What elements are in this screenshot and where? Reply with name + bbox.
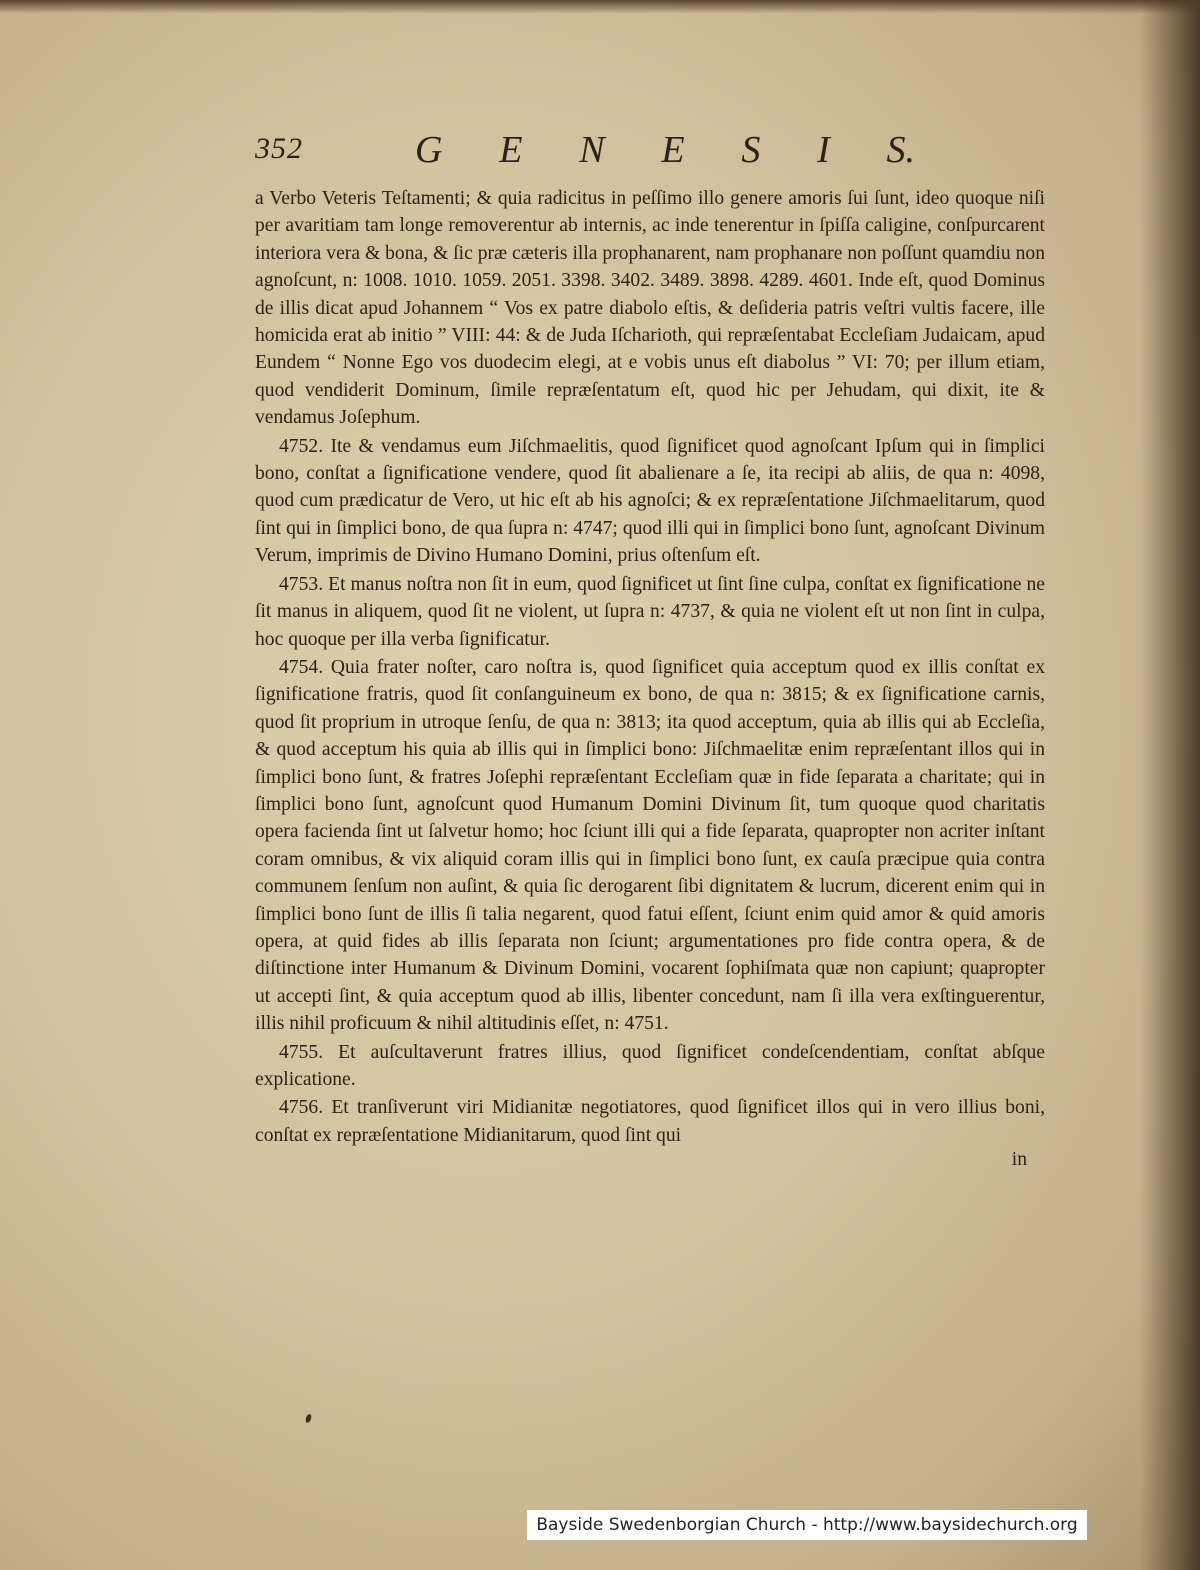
running-title-letter: E [499, 129, 523, 171]
page-header [255, 128, 1045, 188]
running-title-letter: I [817, 129, 830, 171]
running-title [415, 128, 915, 172]
paragraph-4753: 4753. Et manus noſtra non ſit in eum, quod ſignificet ut ſint ſine culpa, conſtat ex ſignificatione ne ſit manus in aliquem, quod ſit ne violent, ut ſupra n: 4737, & quia ne violent eſt ut non ſint in culpa, hoc quoque per illa verba ſignificatur. [255, 573, 1045, 650]
book-gutter-shadow [1140, 0, 1200, 1570]
catchword: in [1011, 1149, 1027, 1171]
paragraph-4752: 4752. Ite & vendamus eum Jiſchmaelitis, quod ſignificet quod agnoſcant Ipſum qui in ſimplici bono, conſtat a ſignificatione vendere, quod ſit abalienare a ſe, ita recipi ab aliis, de qua n: 4098, quod cum prædicatur de Vero, ut hic eſt ab his agnoſci; & ex repræſentatione Jiſchmaelitarum, quod ſint qui in ſimplici bono, de qua ſupra n: 4747; quod illi qui in ſimplici bono ſunt, agnoſcant Divinum Verum, imprimis de Divino Humano Domini, prius oſtenſum eſt. [255, 435, 1045, 567]
body-text [255, 185, 1045, 1149]
continued-paragraph: a Verbo Veteris Teſtamenti; & quia radicitus in peſſimo illo genere amoris ſui ſunt, ideo quoque niſi per avaritiam tam longe removerentur ab internis, ac inde tenerentur in ſpiſſa caligine, conſpurcarent interiora vera & bona, & ſic præ cæteris illa prophanarent, nam prophanare non poſſunt quamdiu non agnoſcunt, n: 1008. 1010. 1059. 2051. 3398. 3402. 3489. 3898. 4289. 4601. Inde eſt, quod Dominus de illis dicat apud Johannem “ Vos ex patre diabolo eſtis, & deſideria patris veſtri vultis facere, ille homicida erat ab initio ” VIII: 44: & de Juda Iſcharioth, qui repræſentabat Eccleſiam Judaicam, apud Eundem “ Nonne Ego vos duodecim elegi, at e vobis unus eſt diabolus ” VI: 70; per illum etiam, quod vendiderit Dominum, ſimile repræſentatum eſt, quod hic per Jehudam, qui dixit, ite & vendamus Joſephum. [255, 188, 1045, 429]
page-top-edge [0, 0, 1200, 14]
running-title-letter: S [741, 129, 761, 171]
paragraph-4754: 4754. Quia frater noſter, caro noſtra is, quod ſignificet quia acceptum quod ex illis conſtat ex ſignificatione fratris, quod ſit conſanguineum ex bono, de qua n: 3815; & ex ſignificatione carnis, quod ſit proprium in utroque ſenſu, de qua n: 3813; ita quod acceptum, quia ab illis qui ab Eccleſia, & quod acceptum his quia ab illis qui in ſimplici bono: Jiſchmaelitæ enim repræſentant illos qui in ſimplici bono ſunt, & fratres Joſephi repræſentant Eccleſiam quæ in fide ſeparata a charitate; qui in ſimplici bono ſunt, agnoſcunt quod Humanum Domini Divinum ſit, tum quoque quod charitatis opera facienda ſint ut ſalvetur homo; hoc ſciunt illi qui a fide ſeparata, quapropter non acriter inſtant coram omnibus, & vix aliquid coram illis qui in ſimplici bono ſunt, ex cauſa præcipue quia contra communem ſenſum non auſint, & quia ſic derogarent ſibi dignitatem & lucrum, dicerent enim qui in ſimplici bono ſunt de illis ſi talia negarent, quod fatui eſſent, ſciunt enim quid amor & quid amoris opera, at quid fides ab illis ſeparata non ſciunt; argumentationes pro fide contra opera, & de diſtinctione inter Humanum & Divinum Domini, vocarent ſophiſmata quæ non capiunt; quapropter ut accepti ſint, & quia acceptum quod ab illis, libenter concedunt, nam ſi illa vera exſtinguerentur, illis nihil proficuum & nihil altitudinis eſſet, n: 4751. [255, 656, 1045, 1035]
footer-credit-banner: Bayside Swedenborgian Church - http://www.baysidechurch.org [527, 1510, 1087, 1540]
book-page [255, 128, 1045, 1171]
running-title-letter: E [661, 129, 685, 171]
paragraph-4755: 4755. Et auſcultaverunt fratres illius, quod ſignificet condeſcendentiam, conſtat abſque explicatione. [255, 1041, 1045, 1090]
running-title-letter: N [579, 129, 605, 171]
running-title-letter: G [415, 129, 443, 171]
running-title-letter: S. [886, 129, 915, 171]
paragraph-4756: 4756. Et tranſiverunt viri Midianitæ negotiatores, quod ſignificet illos qui in vero illius boni, conſtat ex repræſentatione Midianitarum, quod ſint qui [255, 1097, 1045, 1146]
page-number: 352 [255, 132, 303, 165]
